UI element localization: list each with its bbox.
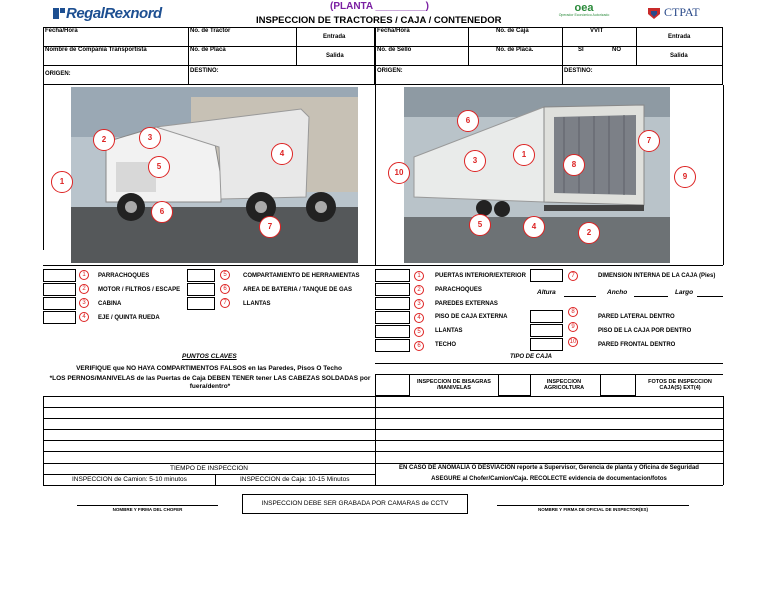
item-label: DIMENSION INTERNA DE LA CAJA (Pies) bbox=[598, 273, 716, 279]
item-label: PARED LATERAL DENTRO bbox=[598, 314, 675, 320]
item-label: PARRACHOQUES bbox=[98, 273, 150, 279]
checkbox-piso-externa[interactable] bbox=[375, 311, 410, 324]
item-label: PUERTAS INTERIOR/EXTERIOR bbox=[435, 273, 526, 279]
caja-marker-2: 2 bbox=[578, 222, 600, 244]
checkbox-bateria[interactable] bbox=[187, 283, 215, 296]
tipo-caja-label: TIPO DE CAJA bbox=[510, 354, 553, 360]
agricola-label: INSPECCION AGRICOLTURA bbox=[543, 379, 585, 391]
item-label: PISO DE LA CAJA POR DENTRO bbox=[598, 328, 692, 334]
firma-chofer-label: NOMBRE Y FIRMA DEL CHOFER bbox=[112, 507, 183, 512]
tractor-marker-2: 2 bbox=[93, 129, 115, 151]
item-label: MOTOR / FILTROS / ESCAPE bbox=[98, 287, 181, 293]
item-number: 8 bbox=[568, 307, 578, 317]
caja-marker-5: 5 bbox=[469, 214, 491, 236]
item-label: CABINA bbox=[98, 301, 122, 307]
tractor-marker-1: 1 bbox=[51, 171, 73, 193]
ctpat-shield-icon bbox=[646, 6, 662, 20]
si-label: SI bbox=[578, 47, 584, 53]
oea-logo bbox=[556, 3, 612, 17]
caja-salida-label: Salida bbox=[670, 53, 688, 59]
destino-label: DESTINO: bbox=[190, 68, 219, 74]
item-number: 4 bbox=[414, 313, 424, 323]
item-label: PAREDES EXTERNAS bbox=[435, 301, 498, 307]
sello-label: No. de Sello bbox=[377, 47, 412, 53]
fecha-hora-label: Fecha/Hora bbox=[45, 28, 78, 34]
item-label: LLANTAS bbox=[435, 328, 463, 334]
vvit-label: VVIT bbox=[590, 28, 604, 34]
checkbox-fotos[interactable] bbox=[600, 374, 636, 396]
checkbox-paredes[interactable] bbox=[375, 297, 410, 310]
item-label: TECHO bbox=[435, 342, 456, 348]
checkbox-cabina[interactable] bbox=[43, 297, 76, 310]
checkbox-motor[interactable] bbox=[43, 283, 76, 296]
checkbox-piso-dentro[interactable] bbox=[530, 324, 563, 337]
tractor-marker-6: 6 bbox=[151, 201, 173, 223]
item-number: 7 bbox=[220, 298, 230, 308]
item-number: 9 bbox=[568, 322, 578, 332]
item-number: 10 bbox=[569, 339, 577, 345]
item-label: LLANTAS bbox=[243, 301, 271, 307]
caja-marker-1: 1 bbox=[513, 144, 535, 166]
checkbox-eje[interactable] bbox=[43, 311, 76, 324]
checkbox-agricola[interactable] bbox=[498, 374, 531, 396]
caja-marker-7: 7 bbox=[638, 130, 660, 152]
item-number: 6 bbox=[414, 341, 424, 351]
caja-fecha-label: Fecha/Hora bbox=[377, 28, 410, 34]
item-number: 5 bbox=[220, 270, 230, 280]
largo-label: Largo bbox=[675, 289, 694, 296]
item-label: PISO DE CAJA EXTERNA bbox=[435, 314, 508, 320]
item-label: AREA DE BATERIA / TANQUE DE GAS bbox=[243, 287, 353, 293]
caja-marker-9: 9 bbox=[674, 166, 696, 188]
compania-label: Nombre de Compania Transportista bbox=[45, 47, 147, 53]
checkbox-caja-parachoques[interactable] bbox=[375, 283, 410, 296]
fotos-label: FOTOS DE INSPECCION CAJA(S) EXT(4) bbox=[648, 379, 712, 391]
item-number: 4 bbox=[79, 312, 89, 322]
tractor-marker-4: 4 bbox=[271, 143, 293, 165]
item-number: 5 bbox=[414, 327, 424, 337]
item-label: PARACHOQUES bbox=[435, 287, 482, 293]
salida-label: Salida bbox=[326, 53, 344, 59]
firma-oficial-label: NOMBRE Y FIRMA DE OFICIAL DE INSPECTOR(ES) bbox=[537, 507, 648, 512]
checkbox-bisagras[interactable] bbox=[375, 374, 410, 396]
anomalia-line1: EN CASO DE ANOMALIA O DESVIACION reporte a Supervisor, Gerencia de planta y Oficina de Seguridad bbox=[399, 465, 699, 471]
caja-marker-8: 8 bbox=[563, 154, 585, 176]
caja-placa-label: No. de Placa. bbox=[496, 47, 534, 53]
checkbox-puertas[interactable] bbox=[375, 269, 410, 282]
caja-marker-6: 6 bbox=[457, 110, 479, 132]
checkbox-techo[interactable] bbox=[375, 339, 410, 352]
item-number: 2 bbox=[414, 285, 424, 295]
puntos-claves-line2: *LOS PERNOS/MANIVELAS de las Puertas de Caja DEBEN TENER tener LAS CABEZAS SOLDADAS por fuera/dentro* bbox=[49, 375, 371, 390]
puntos-claves-title: PUNTOS CLAVES bbox=[182, 353, 237, 360]
tractor-marker-3: 3 bbox=[139, 127, 161, 149]
tractor-marker-5: 5 bbox=[148, 156, 170, 178]
caja-marker-3: 3 bbox=[464, 150, 486, 172]
regal-rexnord-logo bbox=[52, 4, 162, 22]
regal-logo-icon bbox=[52, 6, 66, 20]
ctpat-logo-text: CTPAT bbox=[664, 5, 700, 19]
item-number: 2 bbox=[79, 284, 89, 294]
altura-label: Altura bbox=[537, 289, 556, 296]
item-number: 7 bbox=[568, 271, 578, 281]
item-number: 3 bbox=[79, 298, 89, 308]
ctpat-logo bbox=[646, 5, 700, 20]
tiempo-title: TIEMPO DE INSPECCION bbox=[169, 465, 248, 472]
tiempo-camion: INSPECCION de Camion: 5-10 minutos bbox=[72, 476, 187, 483]
checkbox-dimension[interactable] bbox=[530, 269, 563, 282]
bisagras-label: INSPECCION DE BISAGRAS /MANIVELAS bbox=[417, 379, 491, 391]
checkbox-caja-llantas[interactable] bbox=[375, 325, 410, 338]
page-title: INSPECCION DE TRACTORES / CAJA / CONTENEDOR bbox=[256, 15, 502, 26]
caja-number-label: No. de Caja bbox=[496, 28, 529, 34]
tractor-marker-7: 7 bbox=[259, 216, 281, 238]
planta-label: (PLANTA _________) bbox=[330, 1, 429, 12]
oea-logo-text: oea bbox=[574, 2, 594, 14]
checkbox-parrachoques[interactable] bbox=[43, 269, 76, 282]
item-label: PARED FRONTAL DENTRO bbox=[598, 342, 676, 348]
item-number: 1 bbox=[79, 270, 89, 280]
checkbox-herramientas[interactable] bbox=[187, 269, 215, 282]
oea-logo-subtitle: Operador Económico Autorizado bbox=[558, 13, 610, 17]
item-number: 3 bbox=[414, 299, 424, 309]
checkbox-llantas[interactable] bbox=[187, 297, 215, 310]
checkbox-pared-lateral[interactable] bbox=[530, 310, 563, 323]
item-number: 6 bbox=[220, 284, 230, 294]
tiempo-caja: INSPECCION de Caja: 10-15 Minutos bbox=[240, 476, 350, 483]
item-label: COMPARTAMIENTO DE HERRAMIENTAS bbox=[243, 273, 360, 279]
no-label: NO bbox=[612, 47, 621, 53]
caja-origen-label: ORIGEN: bbox=[377, 68, 403, 74]
caja-marker-10: 10 bbox=[388, 162, 410, 184]
caja-destino-label: DESTINO: bbox=[564, 68, 593, 74]
tractor-photo bbox=[71, 87, 358, 263]
checkbox-pared-frontal[interactable] bbox=[530, 338, 563, 351]
caja-entrada-label: Entrada bbox=[668, 34, 691, 40]
item-label: EJE / QUINTA RUEDA bbox=[98, 315, 160, 321]
puntos-claves-line1: VERIFIQUE que NO HAYA COMPARTIMENTOS FALSOS en las Paredes, Pisos O Techo bbox=[76, 365, 342, 372]
anomalia-line2: ASEGURE al Chofer/Camion/Caja. RECOLECTE evidencia de documentacion/fotos bbox=[431, 476, 667, 482]
entrada-label: Entrada bbox=[323, 34, 346, 40]
origen-label: ORIGEN: bbox=[45, 71, 71, 77]
item-number: 1 bbox=[414, 271, 424, 281]
tractor-number-label: No. de Tractor bbox=[190, 28, 231, 34]
caja-marker-4: 4 bbox=[523, 216, 545, 238]
cctv-notice-text: INSPECCION DEBE SER GRABADA POR CAMARAS de CCTV bbox=[261, 500, 449, 507]
regal-logo-text: RegalRexnord bbox=[66, 4, 162, 22]
ancho-label: Ancho bbox=[607, 289, 628, 296]
placa-label: No. de Placa bbox=[190, 47, 226, 53]
